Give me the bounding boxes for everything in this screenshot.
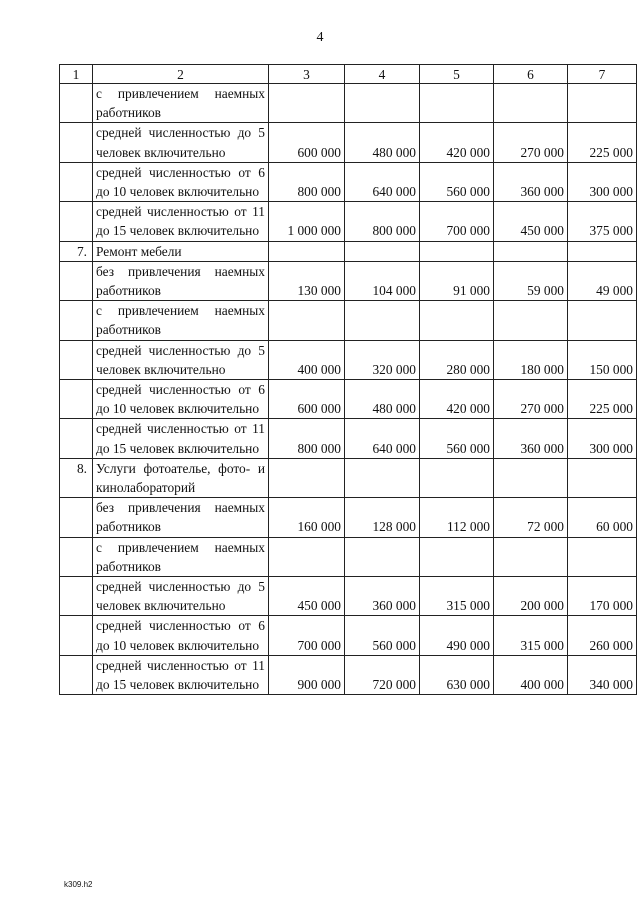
value-cell	[269, 84, 345, 123]
header-cell: 6	[494, 65, 568, 84]
table-row	[60, 577, 637, 616]
row-number	[60, 577, 93, 616]
row-number	[60, 340, 93, 379]
value-cell: 340 000	[568, 655, 637, 694]
header-cell: 7	[568, 65, 637, 84]
value-cell: 600 000	[269, 123, 345, 162]
value-cell: 128 000	[345, 498, 420, 537]
row-description: средней численностью от 6 до 10 человек включительно	[93, 162, 269, 201]
value-cell: 480 000	[345, 123, 420, 162]
row-number	[60, 419, 93, 458]
value-cell	[494, 84, 568, 123]
row-number	[60, 380, 93, 419]
row-number	[60, 261, 93, 300]
value-cell	[345, 241, 420, 261]
value-cell	[568, 301, 637, 340]
row-description: Услуги фотоателье, фото- и кинолабораторий	[93, 458, 269, 497]
row-description: с привлечением наемных работников	[93, 301, 269, 340]
value-cell	[345, 301, 420, 340]
header-cell: 5	[420, 65, 494, 84]
table-row	[60, 123, 637, 162]
table-row	[60, 241, 637, 261]
table-row	[60, 655, 637, 694]
value-cell: 900 000	[269, 655, 345, 694]
table-row	[60, 419, 637, 458]
value-cell: 560 000	[420, 162, 494, 201]
row-description: Ремонт мебели	[93, 241, 269, 261]
value-cell: 800 000	[345, 202, 420, 241]
header-cell: 2	[93, 65, 269, 84]
value-cell	[345, 458, 420, 497]
value-cell: 315 000	[420, 577, 494, 616]
row-description: средней численностью от 11 до 15 человек включительно	[93, 655, 269, 694]
value-cell	[269, 537, 345, 576]
value-cell: 420 000	[420, 123, 494, 162]
header-cell: 1	[60, 65, 93, 84]
row-description: средней численностью до 5 человек включительно	[93, 123, 269, 162]
row-number: 7.	[60, 241, 93, 261]
value-cell	[420, 84, 494, 123]
value-cell: 560 000	[345, 616, 420, 655]
value-cell: 104 000	[345, 261, 420, 300]
table-row	[60, 380, 637, 419]
row-number	[60, 616, 93, 655]
value-cell	[269, 301, 345, 340]
value-cell: 400 000	[494, 655, 568, 694]
row-number	[60, 537, 93, 576]
value-cell	[345, 84, 420, 123]
value-cell: 800 000	[269, 419, 345, 458]
value-cell: 91 000	[420, 261, 494, 300]
value-cell: 150 000	[568, 340, 637, 379]
value-cell	[420, 301, 494, 340]
value-cell	[494, 458, 568, 497]
value-cell: 600 000	[269, 380, 345, 419]
table-row	[60, 301, 637, 340]
value-cell: 360 000	[494, 162, 568, 201]
value-cell	[420, 241, 494, 261]
value-cell: 315 000	[494, 616, 568, 655]
value-cell: 490 000	[420, 616, 494, 655]
value-cell: 72 000	[494, 498, 568, 537]
value-cell: 60 000	[568, 498, 637, 537]
table-row	[60, 162, 637, 201]
value-cell: 180 000	[494, 340, 568, 379]
row-description: средней численностью до 5 человек включительно	[93, 577, 269, 616]
row-description: с привлечением наемных работников	[93, 537, 269, 576]
value-cell: 640 000	[345, 162, 420, 201]
value-cell: 112 000	[420, 498, 494, 537]
value-cell: 59 000	[494, 261, 568, 300]
value-cell: 260 000	[568, 616, 637, 655]
value-cell	[420, 458, 494, 497]
value-cell: 420 000	[420, 380, 494, 419]
value-cell	[269, 241, 345, 261]
page-number: 4	[316, 30, 324, 45]
value-cell: 170 000	[568, 577, 637, 616]
row-number	[60, 655, 93, 694]
value-cell: 480 000	[345, 380, 420, 419]
table-row	[60, 498, 637, 537]
row-number: 8.	[60, 458, 93, 497]
value-cell	[568, 537, 637, 576]
table-row	[60, 202, 637, 241]
row-number	[60, 498, 93, 537]
table-row	[60, 616, 637, 655]
value-cell: 300 000	[568, 419, 637, 458]
value-cell: 225 000	[568, 123, 637, 162]
value-cell: 450 000	[269, 577, 345, 616]
value-cell: 320 000	[345, 340, 420, 379]
header-row	[60, 65, 637, 84]
row-description: средней численностью от 11 до 15 человек включительно	[93, 202, 269, 241]
value-cell	[494, 241, 568, 261]
table-body	[60, 65, 637, 695]
value-cell	[494, 537, 568, 576]
table-row	[60, 84, 637, 123]
value-cell: 270 000	[494, 380, 568, 419]
row-number	[60, 202, 93, 241]
value-cell: 800 000	[269, 162, 345, 201]
table-row	[60, 537, 637, 576]
value-cell: 360 000	[345, 577, 420, 616]
value-cell: 360 000	[494, 419, 568, 458]
value-cell: 49 000	[568, 261, 637, 300]
value-cell: 300 000	[568, 162, 637, 201]
table-row	[60, 458, 637, 497]
value-cell: 280 000	[420, 340, 494, 379]
row-number	[60, 84, 93, 123]
value-cell	[568, 241, 637, 261]
value-cell: 630 000	[420, 655, 494, 694]
value-cell: 160 000	[269, 498, 345, 537]
value-cell	[420, 537, 494, 576]
value-cell	[345, 537, 420, 576]
value-cell: 450 000	[494, 202, 568, 241]
value-cell	[269, 458, 345, 497]
row-number	[60, 301, 93, 340]
header-cell: 4	[345, 65, 420, 84]
value-cell	[568, 458, 637, 497]
tariff-table	[59, 64, 637, 695]
value-cell: 720 000	[345, 655, 420, 694]
row-description: средней численностью до 5 человек включительно	[93, 340, 269, 379]
value-cell: 270 000	[494, 123, 568, 162]
value-cell: 640 000	[345, 419, 420, 458]
row-description: средней численностью от 6 до 10 человек включительно	[93, 380, 269, 419]
value-cell: 130 000	[269, 261, 345, 300]
value-cell: 225 000	[568, 380, 637, 419]
table-row	[60, 261, 637, 300]
table-row	[60, 340, 637, 379]
row-description: с привлечением наемных работников	[93, 84, 269, 123]
header-cell: 3	[269, 65, 345, 84]
value-cell: 400 000	[269, 340, 345, 379]
value-cell: 1 000 000	[269, 202, 345, 241]
row-description: средней численностью от 6 до 10 человек включительно	[93, 616, 269, 655]
row-description: без привлечения наемных работников	[93, 498, 269, 537]
footer-code: k309.h2	[64, 880, 93, 889]
row-number	[60, 123, 93, 162]
value-cell: 700 000	[420, 202, 494, 241]
row-number	[60, 162, 93, 201]
value-cell: 375 000	[568, 202, 637, 241]
value-cell	[568, 84, 637, 123]
value-cell: 200 000	[494, 577, 568, 616]
value-cell	[494, 301, 568, 340]
row-description: без привлечения наемных работников	[93, 261, 269, 300]
value-cell: 700 000	[269, 616, 345, 655]
row-description: средней численностью от 11 до 15 человек включительно	[93, 419, 269, 458]
value-cell: 560 000	[420, 419, 494, 458]
